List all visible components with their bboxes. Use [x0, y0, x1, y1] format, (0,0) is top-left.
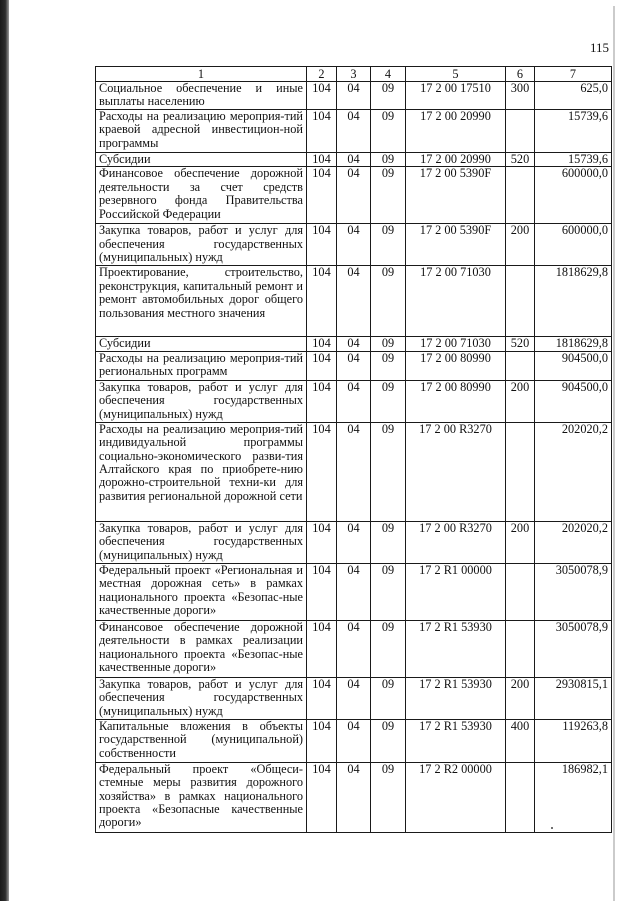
- page-number: 115: [590, 40, 610, 55]
- table-row: [96, 167, 612, 224]
- row-subsection-cell: 09: [371, 167, 406, 224]
- row-subsection-cell: 09: [371, 677, 406, 719]
- row-target-article-cell: 17 2 R1 53930: [406, 677, 506, 719]
- row-expense-type-cell: [506, 422, 535, 521]
- row-section-cell: 04: [337, 351, 371, 380]
- row-target-article-cell: 17 2 00 17510: [406, 82, 506, 110]
- row-target-article-cell: 17 2 R1 53930: [406, 719, 506, 762]
- row-expense-type-cell: 200: [506, 224, 535, 266]
- row-target-article-cell: 17 2 00 71030: [406, 337, 506, 351]
- row-subsection-cell: 09: [371, 110, 406, 153]
- row-amount-cell: 2930815,1: [535, 677, 612, 719]
- table-row: [96, 719, 612, 762]
- row-subsection-cell: 09: [371, 422, 406, 521]
- row-name-cell: Закупка товаров, работ и услуг для обеспечения государственных (муниципальных) нужд: [96, 380, 307, 422]
- column-header: 5: [406, 67, 506, 82]
- row-section-cell: 04: [337, 110, 371, 153]
- table-row: [96, 762, 612, 832]
- row-subsection-cell: 09: [371, 224, 406, 266]
- table-row: [96, 521, 612, 563]
- row-subsection-cell: 09: [371, 351, 406, 380]
- row-admin-code-cell: 104: [307, 422, 337, 521]
- row-target-article-cell: 17 2 00 R3270: [406, 422, 506, 521]
- row-expense-type-cell: [506, 351, 535, 380]
- row-name-cell: Финансовое обеспечение дорожной деятельности в рамках реализации национального проекта «Безопас-ные качественные дороги»: [96, 620, 307, 677]
- column-header: 7: [535, 67, 612, 82]
- row-amount-cell: 1818629,8: [535, 337, 612, 351]
- row-name-cell: Федеральный проект «Региональная и местная дорожная сеть» в рамках национального проекта «Безопас-ные качественные дороги»: [96, 563, 307, 620]
- row-admin-code-cell: 104: [307, 380, 337, 422]
- row-expense-type-cell: [506, 620, 535, 677]
- table-row: [96, 153, 612, 167]
- row-amount-cell: 202020,2: [535, 521, 612, 563]
- row-subsection-cell: 09: [371, 153, 406, 167]
- row-name-cell: Субсидии: [96, 153, 307, 167]
- row-name-cell: Федеральный проект «Общеси-стемные меры развития дорожного хозяйства» в рамках национального проекта «Безопасные качественные дороги»: [96, 762, 307, 832]
- scan-speck: [551, 827, 553, 829]
- row-name-cell: Расходы на реализацию мероприя-тий индивидуальной программы социально-экономического разви-тия Алтайского края по приобрете-нию дорожно-строительной техни-ки для развития региональной дорожной сети: [96, 422, 307, 521]
- row-amount-cell: 904500,0: [535, 380, 612, 422]
- budget-table: [95, 66, 612, 833]
- row-section-cell: 04: [337, 82, 371, 110]
- table-header-row: [96, 67, 612, 82]
- row-target-article-cell: 17 2 00 80990: [406, 380, 506, 422]
- row-amount-cell: 3050078,9: [535, 563, 612, 620]
- row-amount-cell: 1818629,8: [535, 266, 612, 337]
- row-admin-code-cell: 104: [307, 521, 337, 563]
- row-section-cell: 04: [337, 521, 371, 563]
- row-name-cell: Финансовое обеспечение дорожной деятельности за счет средств резервного фонда Правительства Российской Федерации: [96, 167, 307, 224]
- row-amount-cell: 625,0: [535, 82, 612, 110]
- row-expense-type-cell: [506, 762, 535, 832]
- row-section-cell: 04: [337, 153, 371, 167]
- row-subsection-cell: 09: [371, 521, 406, 563]
- column-header: 3: [337, 67, 371, 82]
- row-target-article-cell: 17 2 00 5390F: [406, 167, 506, 224]
- row-admin-code-cell: 104: [307, 167, 337, 224]
- row-admin-code-cell: 104: [307, 153, 337, 167]
- row-name-cell: Социальное обеспечение и иные выплаты населению: [96, 82, 307, 110]
- table-row: [96, 82, 612, 110]
- table-row: [96, 677, 612, 719]
- row-target-article-cell: 17 2 00 71030: [406, 266, 506, 337]
- row-section-cell: 04: [337, 422, 371, 521]
- table-row: [96, 620, 612, 677]
- row-section-cell: 04: [337, 266, 371, 337]
- row-section-cell: 04: [337, 677, 371, 719]
- row-section-cell: 04: [337, 167, 371, 224]
- table-row: [96, 266, 612, 337]
- row-subsection-cell: 09: [371, 337, 406, 351]
- table-row: [96, 351, 612, 380]
- row-target-article-cell: 17 2 00 20990: [406, 110, 506, 153]
- row-subsection-cell: 09: [371, 563, 406, 620]
- scan-left-edge: [0, 0, 9, 901]
- row-admin-code-cell: 104: [307, 620, 337, 677]
- row-section-cell: 04: [337, 380, 371, 422]
- row-expense-type-cell: 520: [506, 337, 535, 351]
- row-admin-code-cell: 104: [307, 82, 337, 110]
- row-amount-cell: 904500,0: [535, 351, 612, 380]
- row-target-article-cell: 17 2 00 R3270: [406, 521, 506, 563]
- row-name-cell: Расходы на реализацию мероприя-тий краевой адресной инвестицион-ной программы: [96, 110, 307, 153]
- column-header: 4: [371, 67, 406, 82]
- row-expense-type-cell: 400: [506, 719, 535, 762]
- row-expense-type-cell: 200: [506, 521, 535, 563]
- row-expense-type-cell: 300: [506, 82, 535, 110]
- row-name-cell: Капитальные вложения в объекты государственной (муниципальной) собственности: [96, 719, 307, 762]
- column-header: 2: [307, 67, 337, 82]
- row-name-cell: Закупка товаров, работ и услуг для обеспечения государственных (муниципальных) нужд: [96, 224, 307, 266]
- row-subsection-cell: 09: [371, 620, 406, 677]
- row-section-cell: 04: [337, 719, 371, 762]
- row-expense-type-cell: [506, 266, 535, 337]
- row-expense-type-cell: [506, 110, 535, 153]
- table-row: [96, 563, 612, 620]
- row-admin-code-cell: 104: [307, 719, 337, 762]
- row-name-cell: Закупка товаров, работ и услуг для обеспечения государственных (муниципальных) нужд: [96, 521, 307, 563]
- column-header: 6: [506, 67, 535, 82]
- row-amount-cell: 202020,2: [535, 422, 612, 521]
- row-subsection-cell: 09: [371, 380, 406, 422]
- row-target-article-cell: 17 2 R2 00000: [406, 762, 506, 832]
- table-row: [96, 224, 612, 266]
- row-expense-type-cell: 200: [506, 677, 535, 719]
- row-target-article-cell: 17 2 00 20990: [406, 153, 506, 167]
- row-amount-cell: 3050078,9: [535, 620, 612, 677]
- row-subsection-cell: 09: [371, 719, 406, 762]
- row-admin-code-cell: 104: [307, 351, 337, 380]
- row-name-cell: Субсидии: [96, 337, 307, 351]
- row-amount-cell: 15739,6: [535, 110, 612, 153]
- row-section-cell: 04: [337, 762, 371, 832]
- row-section-cell: 04: [337, 224, 371, 266]
- row-target-article-cell: 17 2 R1 53930: [406, 620, 506, 677]
- row-subsection-cell: 09: [371, 762, 406, 832]
- row-subsection-cell: 09: [371, 266, 406, 337]
- table-row: [96, 110, 612, 153]
- row-section-cell: 04: [337, 337, 371, 351]
- row-expense-type-cell: 520: [506, 153, 535, 167]
- table-row: [96, 422, 612, 521]
- row-admin-code-cell: 104: [307, 677, 337, 719]
- column-header: 1: [96, 67, 307, 82]
- row-subsection-cell: 09: [371, 82, 406, 110]
- row-amount-cell: 600000,0: [535, 167, 612, 224]
- row-admin-code-cell: 104: [307, 266, 337, 337]
- table-row: [96, 337, 612, 351]
- row-admin-code-cell: 104: [307, 337, 337, 351]
- row-section-cell: 04: [337, 563, 371, 620]
- row-admin-code-cell: 104: [307, 762, 337, 832]
- row-name-cell: Проектирование, строительство, реконструкция, капитальный ремонт и ремонт автомобильных дорог общего пользования местного значения: [96, 266, 307, 337]
- row-target-article-cell: 17 2 00 5390F: [406, 224, 506, 266]
- row-amount-cell: 119263,8: [535, 719, 612, 762]
- row-name-cell: Расходы на реализацию мероприя-тий региональных программ: [96, 351, 307, 380]
- table-row: [96, 380, 612, 422]
- row-admin-code-cell: 104: [307, 563, 337, 620]
- row-target-article-cell: 17 2 R1 00000: [406, 563, 506, 620]
- row-expense-type-cell: [506, 563, 535, 620]
- row-target-article-cell: 17 2 00 80990: [406, 351, 506, 380]
- scan-right-edge: [613, 6, 615, 901]
- row-admin-code-cell: 104: [307, 110, 337, 153]
- row-admin-code-cell: 104: [307, 224, 337, 266]
- row-amount-cell: 186982,1: [535, 762, 612, 832]
- row-section-cell: 04: [337, 620, 371, 677]
- row-expense-type-cell: [506, 167, 535, 224]
- row-amount-cell: 15739,6: [535, 153, 612, 167]
- row-amount-cell: 600000,0: [535, 224, 612, 266]
- row-expense-type-cell: 200: [506, 380, 535, 422]
- row-name-cell: Закупка товаров, работ и услуг для обеспечения государственных (муниципальных) нужд: [96, 677, 307, 719]
